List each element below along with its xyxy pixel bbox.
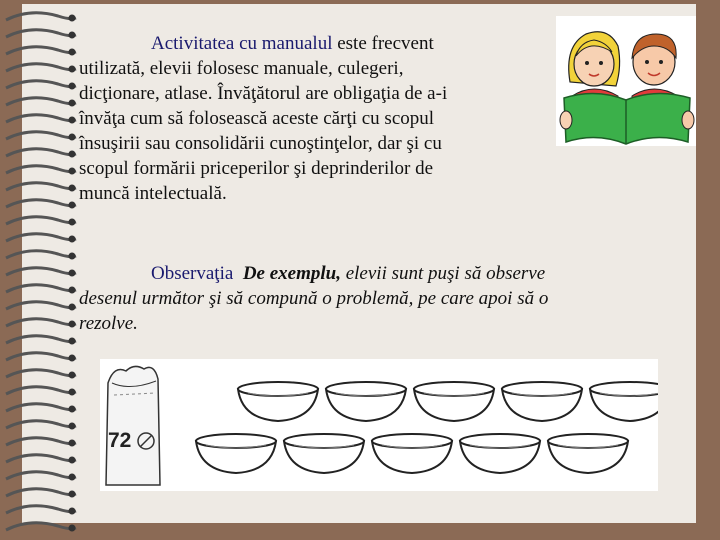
binding-hole: [69, 219, 76, 226]
heading-observation: Observaţia: [151, 263, 234, 284]
text-line: însuşirii sau consolidării cunoştinţelor, dar şi cu: [79, 133, 442, 154]
binding-hole: [69, 202, 76, 209]
binding-hole: [69, 253, 76, 260]
binding-hole: [69, 151, 76, 158]
paragraph-manual-activity: [79, 31, 549, 206]
binding-ring: [6, 64, 76, 71]
binding-hole: [69, 474, 76, 481]
example-phrase: De exemplu,: [242, 263, 341, 284]
binding-ring: [6, 302, 76, 309]
binding-ring: [6, 523, 76, 530]
binding-hole: [69, 372, 76, 379]
heading-manual-activity: Activitatea cu manualul: [151, 33, 333, 54]
flour-bag: [106, 366, 160, 485]
binding-ring: [6, 81, 76, 88]
binding-hole: [69, 83, 76, 90]
binding-hole: [69, 304, 76, 311]
binding-ring: [6, 285, 76, 292]
text-line: rezolve.: [79, 313, 138, 334]
binding-ring: [6, 387, 76, 394]
binding-hole: [69, 270, 76, 277]
binding-ring: [6, 506, 76, 513]
text-line: scopul formării priceperilor şi deprinderilor de: [79, 158, 434, 179]
text-line: este frecvent: [332, 33, 434, 54]
paragraph-observation: [79, 261, 689, 336]
binding-ring: [6, 234, 76, 241]
binding-hole: [69, 185, 76, 192]
binding-ring: [6, 115, 76, 122]
binding-ring: [6, 370, 76, 377]
binding-ring: [6, 489, 76, 496]
text-line: elevii sunt puşi să observe: [340, 263, 546, 284]
binding-hole: [69, 134, 76, 141]
binding-hole: [69, 457, 76, 464]
text-line: învăţa cum să folosească aceste cărţi cu scopul: [79, 108, 435, 129]
binding-hole: [69, 440, 76, 447]
binding-hole: [69, 117, 76, 124]
binding-hole: [69, 321, 76, 328]
binding-ring: [6, 132, 76, 139]
binding-ring: [6, 336, 76, 343]
spiral-binding: [0, 0, 90, 540]
binding-hole: [69, 287, 76, 294]
binding-ring: [6, 438, 76, 445]
binding-hole: [69, 338, 76, 345]
binding-ring: [6, 421, 76, 428]
binding-ring: [6, 149, 76, 156]
binding-ring: [6, 404, 76, 411]
binding-hole: [69, 66, 76, 73]
binding-hole: [69, 236, 76, 243]
binding-hole: [69, 491, 76, 498]
binding-hole: [69, 406, 76, 413]
binding-ring: [6, 217, 76, 224]
binding-hole: [69, 49, 76, 56]
binding-ring: [6, 268, 76, 275]
binding-hole: [69, 508, 76, 515]
binding-ring: [6, 472, 76, 479]
binding-ring: [6, 200, 76, 207]
binding-hole: [69, 525, 76, 532]
binding-ring: [6, 13, 76, 20]
binding-ring: [6, 30, 76, 37]
bag-label: 72: [108, 429, 132, 452]
binding-hole: [69, 168, 76, 175]
text-line: desenul următor şi să compună o problemă, pe care apoi să o: [79, 288, 549, 309]
text-line: muncă intelectuală.: [79, 183, 227, 204]
text-line: dicţionare, atlase. Învăţătorul are obligaţia de a-i: [79, 83, 448, 104]
bowls-figure: [100, 359, 658, 491]
binding-hole: [69, 100, 76, 107]
children-reading-illustration: [556, 16, 696, 146]
binding-ring: [6, 353, 76, 360]
binding-ring: [6, 319, 76, 326]
text-line: utilizată, elevii folosesc manuale, culegeri,: [79, 58, 404, 79]
binding-ring: [6, 47, 76, 54]
binding-hole: [69, 389, 76, 396]
binding-hole: [69, 15, 76, 22]
binding-ring: [6, 166, 76, 173]
binding-hole: [69, 423, 76, 430]
binding-hole: [69, 32, 76, 39]
binding-ring: [6, 98, 76, 105]
binding-ring: [6, 183, 76, 190]
binding-hole: [69, 355, 76, 362]
binding-ring: [6, 251, 76, 258]
binding-ring: [6, 455, 76, 462]
